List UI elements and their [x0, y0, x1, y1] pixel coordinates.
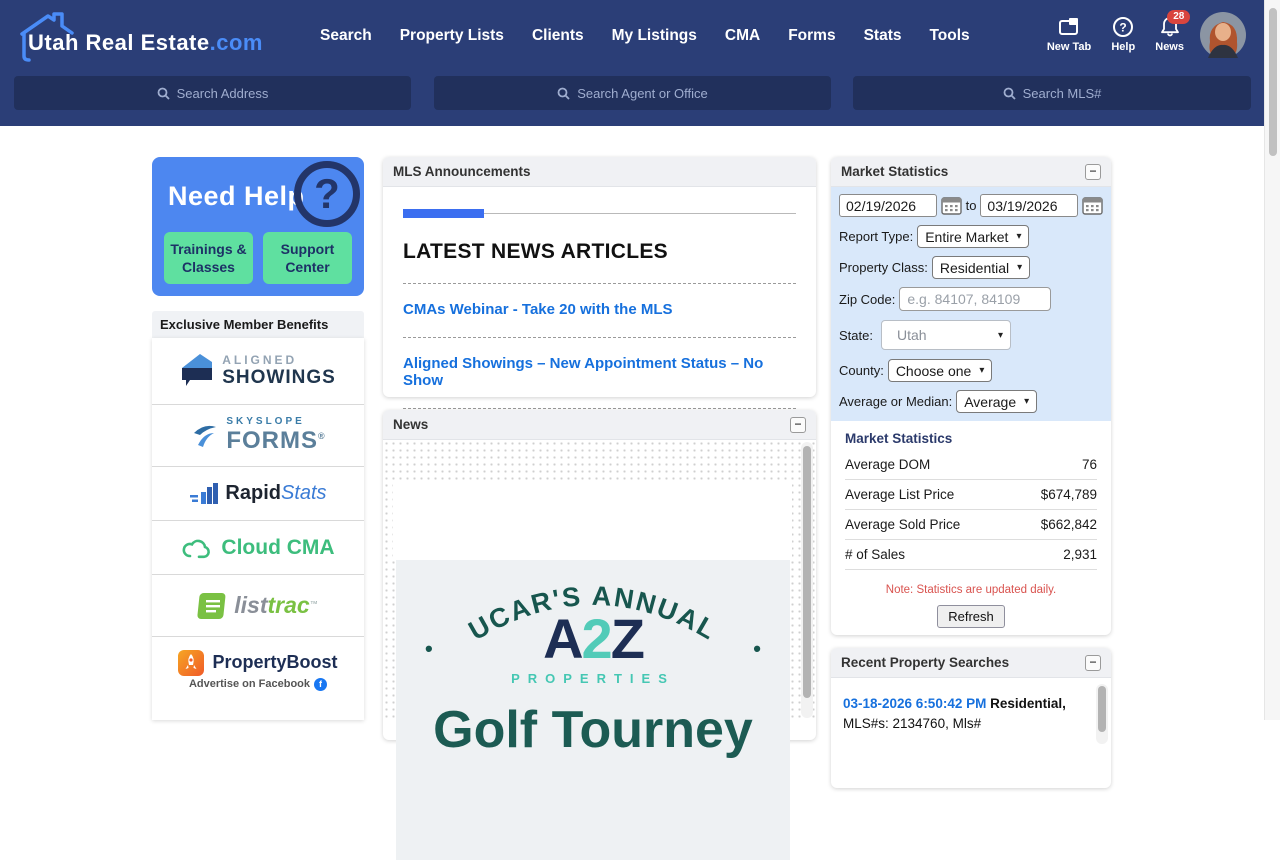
report-type-select[interactable]: Entire Market ▾ [917, 225, 1029, 248]
recent-scrollbar-track[interactable] [1096, 684, 1108, 744]
search-icon [557, 87, 570, 100]
state-label: State: [839, 327, 873, 343]
propertyboost-icon [178, 650, 204, 676]
chevron-down-icon: ▾ [979, 365, 985, 376]
article-link-aligned-showings[interactable]: Aligned Showings – New Appointment Status – No Show [403, 355, 764, 389]
calendar-icon [1082, 196, 1103, 215]
nav-property-lists[interactable]: Property Lists [399, 27, 504, 44]
chevron-down-icon: ▾ [1024, 396, 1030, 407]
listtrac-icon [198, 591, 228, 621]
divider [403, 283, 796, 284]
stat-row: Average DOM 76 [845, 450, 1097, 480]
date-from-input[interactable]: 02/19/2026 [839, 194, 937, 217]
recent-searches-header: Recent Property Searches − [831, 648, 1111, 678]
benefits-header: Exclusive Member Benefits [152, 311, 364, 338]
golf-tourney-title: Golf Tourney [433, 701, 753, 759]
state-select[interactable]: Utah ▾ [881, 320, 1011, 350]
cloud-cma-logo[interactable]: Cloud CMA [152, 521, 364, 575]
divider [403, 408, 796, 409]
svg-text:UCAR'S ANNUAL: UCAR'S ANNUAL [463, 580, 723, 647]
nav-tools[interactable]: Tools [929, 27, 970, 44]
calendar-to-button[interactable] [1082, 196, 1103, 215]
cloud-icon [181, 536, 213, 560]
site-logo[interactable] [14, 14, 263, 60]
recent-search-date-link[interactable]: 03-18-2026 6:50:42 PM [843, 696, 987, 711]
market-statistics-card [831, 157, 1111, 635]
county-label: County: [839, 363, 884, 378]
report-type-label: Report Type: [839, 229, 914, 244]
logo-text: Utah Real Estate.com [28, 30, 263, 55]
chevron-down-icon: ▾ [1017, 262, 1023, 273]
support-center-button[interactable]: Support Center [263, 232, 352, 284]
nav-forms[interactable]: Forms [788, 27, 836, 44]
market-stats-results [831, 421, 1111, 628]
avatar-image [1200, 12, 1246, 58]
recent-searches-collapse-button[interactable]: − [1085, 655, 1101, 671]
nav-clients[interactable]: Clients [531, 27, 584, 44]
properties-text: PROPERTIES [511, 671, 675, 686]
propertyboost-logo[interactable]: PropertyBoost Advertise on Facebook f [152, 637, 364, 703]
search-address-input[interactable]: Search Address [14, 76, 411, 110]
user-avatar[interactable] [1200, 12, 1246, 58]
benefits-panel [152, 338, 364, 720]
latest-news-heading: LATEST NEWS ARTICLES [403, 240, 668, 263]
nav-stats[interactable]: Stats [863, 27, 902, 44]
search-agent-office-input[interactable]: Search Agent or Office [434, 76, 831, 110]
search-icon [157, 87, 170, 100]
search-icon [1003, 87, 1016, 100]
article-link-cmas-webinar[interactable]: CMAs Webinar - Take 20 with the MLS [403, 301, 673, 318]
mls-announcements-header: MLS Announcements [383, 157, 816, 187]
recent-scrollbar-thumb[interactable] [1098, 686, 1106, 732]
news-scrollbar-track[interactable] [801, 442, 813, 718]
skyslope-forms-logo[interactable]: SKYSLOPE FORMS® [152, 405, 364, 467]
market-statistics-header: Market Statistics − [831, 157, 1111, 187]
chevron-down-icon: ▾ [1016, 231, 1022, 242]
arc-dot-right: • [753, 636, 761, 661]
help-icon [1111, 16, 1135, 38]
need-help-card [152, 157, 364, 296]
help-button[interactable]: ? Help [1111, 16, 1135, 53]
page-scrollbar-thumb[interactable] [1269, 8, 1277, 156]
carousel-progress-track [403, 213, 796, 214]
search-mls-input[interactable]: Search MLS# [853, 76, 1251, 110]
news-button[interactable]: 28 News [1155, 16, 1184, 53]
rapidstats-logo[interactable]: RapidStats [152, 467, 364, 521]
nav-search[interactable]: Search [320, 27, 372, 44]
calendar-icon [941, 196, 962, 215]
news-card [383, 410, 816, 759]
rapidstats-icon [189, 482, 219, 506]
recent-searches-list [831, 678, 1111, 733]
average-median-label: Average or Median: [839, 394, 953, 409]
top-navbar [0, 0, 1280, 126]
nav-cma[interactable]: CMA [724, 27, 761, 44]
navbar-actions [1046, 11, 1185, 53]
nav-my-listings[interactable]: My Listings [611, 27, 697, 44]
calendar-from-button[interactable] [941, 196, 962, 215]
stat-row: # of Sales 2,931 [845, 540, 1097, 570]
county-select[interactable]: Choose one ▾ [888, 359, 993, 382]
svg-text:?: ? [1119, 20, 1127, 35]
aligned-showings-logo[interactable]: ALIGNED SHOWINGS [152, 338, 364, 405]
need-help-title: Need Help [168, 181, 305, 211]
news-badge: 28 [1167, 10, 1190, 24]
page-scrollbar-track[interactable] [1264, 0, 1280, 720]
average-median-select[interactable]: Average ▾ [956, 390, 1037, 413]
trainings-classes-button[interactable]: Trainings & Classes [164, 232, 253, 284]
divider [403, 337, 796, 338]
stats-note: Note: Statistics are updated daily. [885, 584, 1057, 596]
recent-searches-card [831, 648, 1111, 788]
date-range-to-label: to [965, 198, 977, 213]
question-mark-icon: ? [294, 161, 360, 227]
recent-search-item[interactable]: 03-18-2026 6:50:42 PM Residential, MLS#s: 2134760, Mls# [843, 696, 1066, 731]
news-scrollbar-thumb[interactable] [803, 446, 811, 698]
new-tab-button[interactable]: New Tab [1047, 16, 1091, 53]
zip-code-label: Zip Code: [839, 291, 896, 307]
arc-dot-left: • [425, 636, 433, 661]
property-class-label: Property Class: [839, 260, 928, 275]
listtrac-logo[interactable]: listtrac™ [152, 575, 364, 637]
date-to-input[interactable]: 03/19/2026 [980, 194, 1078, 217]
chevron-down-icon: ▾ [997, 329, 1003, 341]
zip-code-input[interactable] [899, 287, 1051, 311]
stat-row: Average List Price $674,789 [845, 480, 1097, 510]
golf-tourney-banner[interactable] [396, 560, 790, 860]
arc-text [423, 578, 763, 664]
news-blank-block [393, 482, 792, 558]
news-header: News − [383, 410, 816, 440]
news-collapse-button[interactable]: − [790, 417, 806, 433]
a2z-logo: A 2 Z [543, 607, 643, 670]
mls-announcements-card [383, 157, 816, 397]
carousel-progress-bar [403, 209, 484, 218]
house-icon [14, 10, 134, 62]
market-stats-form [831, 187, 1111, 421]
news-scroll-area[interactable] [383, 440, 816, 759]
market-stats-collapse-button[interactable]: − [1085, 164, 1101, 180]
new-tab-icon [1057, 16, 1081, 38]
stats-results-title: Market Statistics [845, 431, 953, 446]
property-class-select[interactable]: Residential ▾ [932, 256, 1030, 279]
aligned-showings-icon [180, 352, 214, 390]
refresh-button[interactable]: Refresh [937, 605, 1005, 628]
skyslope-icon [190, 421, 218, 451]
main-navigation [320, 0, 970, 72]
facebook-icon: f [314, 678, 327, 691]
stat-row: Average Sold Price $662,842 [845, 510, 1097, 540]
